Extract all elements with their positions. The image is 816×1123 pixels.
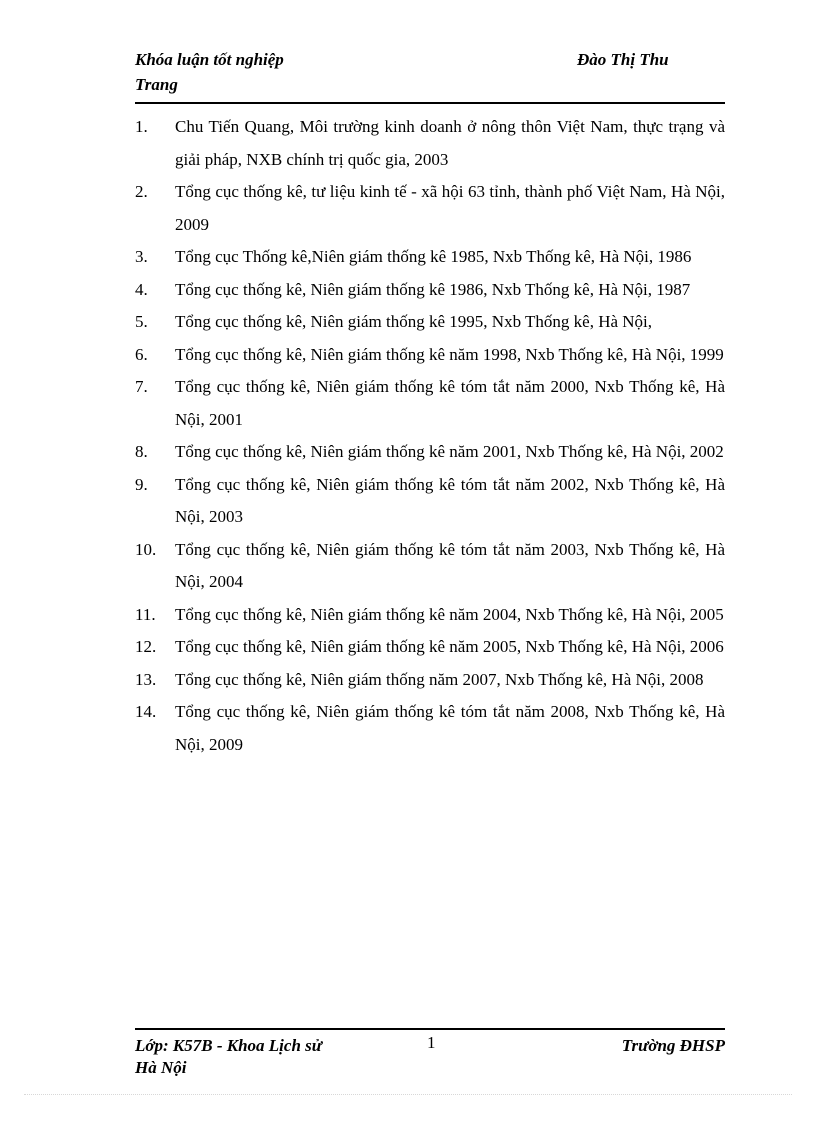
page-header <box>135 48 725 104</box>
reference-number: 3. <box>135 247 148 266</box>
reference-text: Tổng cục thống kê, Niên giám thống kê tóm tắt năm 2002, Nxb Thống kê, Hà Nội, 2003 <box>175 474 725 526</box>
reference-number: 12. <box>135 637 157 656</box>
reference-number: 10. <box>135 539 157 559</box>
reference-item <box>135 241 725 274</box>
reference-text: Tổng cục Thống kê,Niên giám thống kê 1985, Nxb Thống kê, Hà Nội, 1986 <box>175 247 692 266</box>
reference-number: 11. <box>135 604 156 624</box>
page-bottom-edge <box>24 1094 792 1095</box>
reference-text: Tổng cục thống kê, Niên giám thống kê tóm tắt năm 2003, Nxb Thống kê, Hà Nội, 2004 <box>175 539 725 591</box>
reference-item <box>135 696 725 761</box>
reference-item <box>135 599 725 632</box>
reference-number: 2. <box>135 182 148 201</box>
reference-number: 4. <box>135 279 148 299</box>
reference-text: Tổng cục thống kê, Niên giám thống kê năm 2004, Nxb Thống kê, Hà Nội, 2005 <box>175 604 724 624</box>
city-name: Hà Nội <box>135 1058 187 1077</box>
reference-item <box>135 469 725 534</box>
reference-item <box>135 534 725 599</box>
reference-item <box>135 306 725 339</box>
reference-number: 5. <box>135 312 148 331</box>
thesis-title: Khóa luận tốt nghiệp <box>135 50 284 69</box>
reference-item <box>135 631 725 664</box>
reference-text: Tổng cục thống kê, Niên giám thống kê năm 1998, Nxb Thống kê, Hà Nội, 1999 <box>175 344 724 364</box>
school-name: Trường ĐHSP <box>621 1036 725 1055</box>
reference-number: 6. <box>135 344 148 364</box>
reference-number: 14. <box>135 702 157 721</box>
reference-text: Tổng cục thống kê, Niên giám thống năm 2007, Nxb Thống kê, Hà Nội, 2008 <box>175 669 704 689</box>
class-info: Lớp: K57B - Khoa Lịch sử <box>135 1036 322 1055</box>
reference-text: Tổng cục thống kê, Niên giám thống kê năm 2005, Nxb Thống kê, Hà Nội, 2006 <box>175 637 724 656</box>
author-name: Đào Thị Thu <box>577 50 669 69</box>
reference-number: 9. <box>135 474 148 494</box>
reference-text: Tổng cục thống kê, Niên giám thống kê năm 2001, Nxb Thống kê, Hà Nội, 2002 <box>175 442 724 461</box>
reference-item <box>135 436 725 469</box>
reference-text: Tổng cục thống kê, Niên giám thống kê 1995, Nxb Thống kê, Hà Nội, <box>175 312 653 331</box>
reference-item <box>135 274 725 307</box>
reference-item <box>135 371 725 436</box>
reference-text: Chu Tiến Quang, Môi trường kinh doanh ở nông thôn Việt Nam, thực trạng và giải pháp, NXB chính trị quốc gia, 2003 <box>175 117 725 169</box>
reference-number: 8. <box>135 442 148 461</box>
reference-item <box>135 339 725 372</box>
page-label: Trang <box>135 75 178 94</box>
reference-item <box>135 176 725 241</box>
reference-text: Tổng cục thống kê, Niên giám thống kê tóm tắt năm 2000, Nxb Thống kê, Hà Nội, 2001 <box>175 377 725 429</box>
reference-number: 1. <box>135 117 148 136</box>
reference-list <box>135 111 725 761</box>
reference-text: Tổng cục thống kê, Niên giám thống kê tóm tắt năm 2008, Nxb Thống kê, Hà Nội, 2009 <box>175 702 725 754</box>
reference-number: 7. <box>135 377 148 396</box>
reference-text: Tổng cục thống kê, Niên giám thống kê 1986, Nxb Thống kê, Hà Nội, 1987 <box>175 279 691 299</box>
reference-item <box>135 111 725 176</box>
page-number: 1 <box>427 1033 436 1052</box>
reference-item <box>135 664 725 697</box>
reference-number: 13. <box>135 669 157 689</box>
reference-text: Tổng cục thống kê, tư liệu kinh tế - xã hội 63 tỉnh, thành phố Việt Nam, Hà Nội, 2009 <box>175 182 725 234</box>
page-footer <box>135 1028 725 1078</box>
